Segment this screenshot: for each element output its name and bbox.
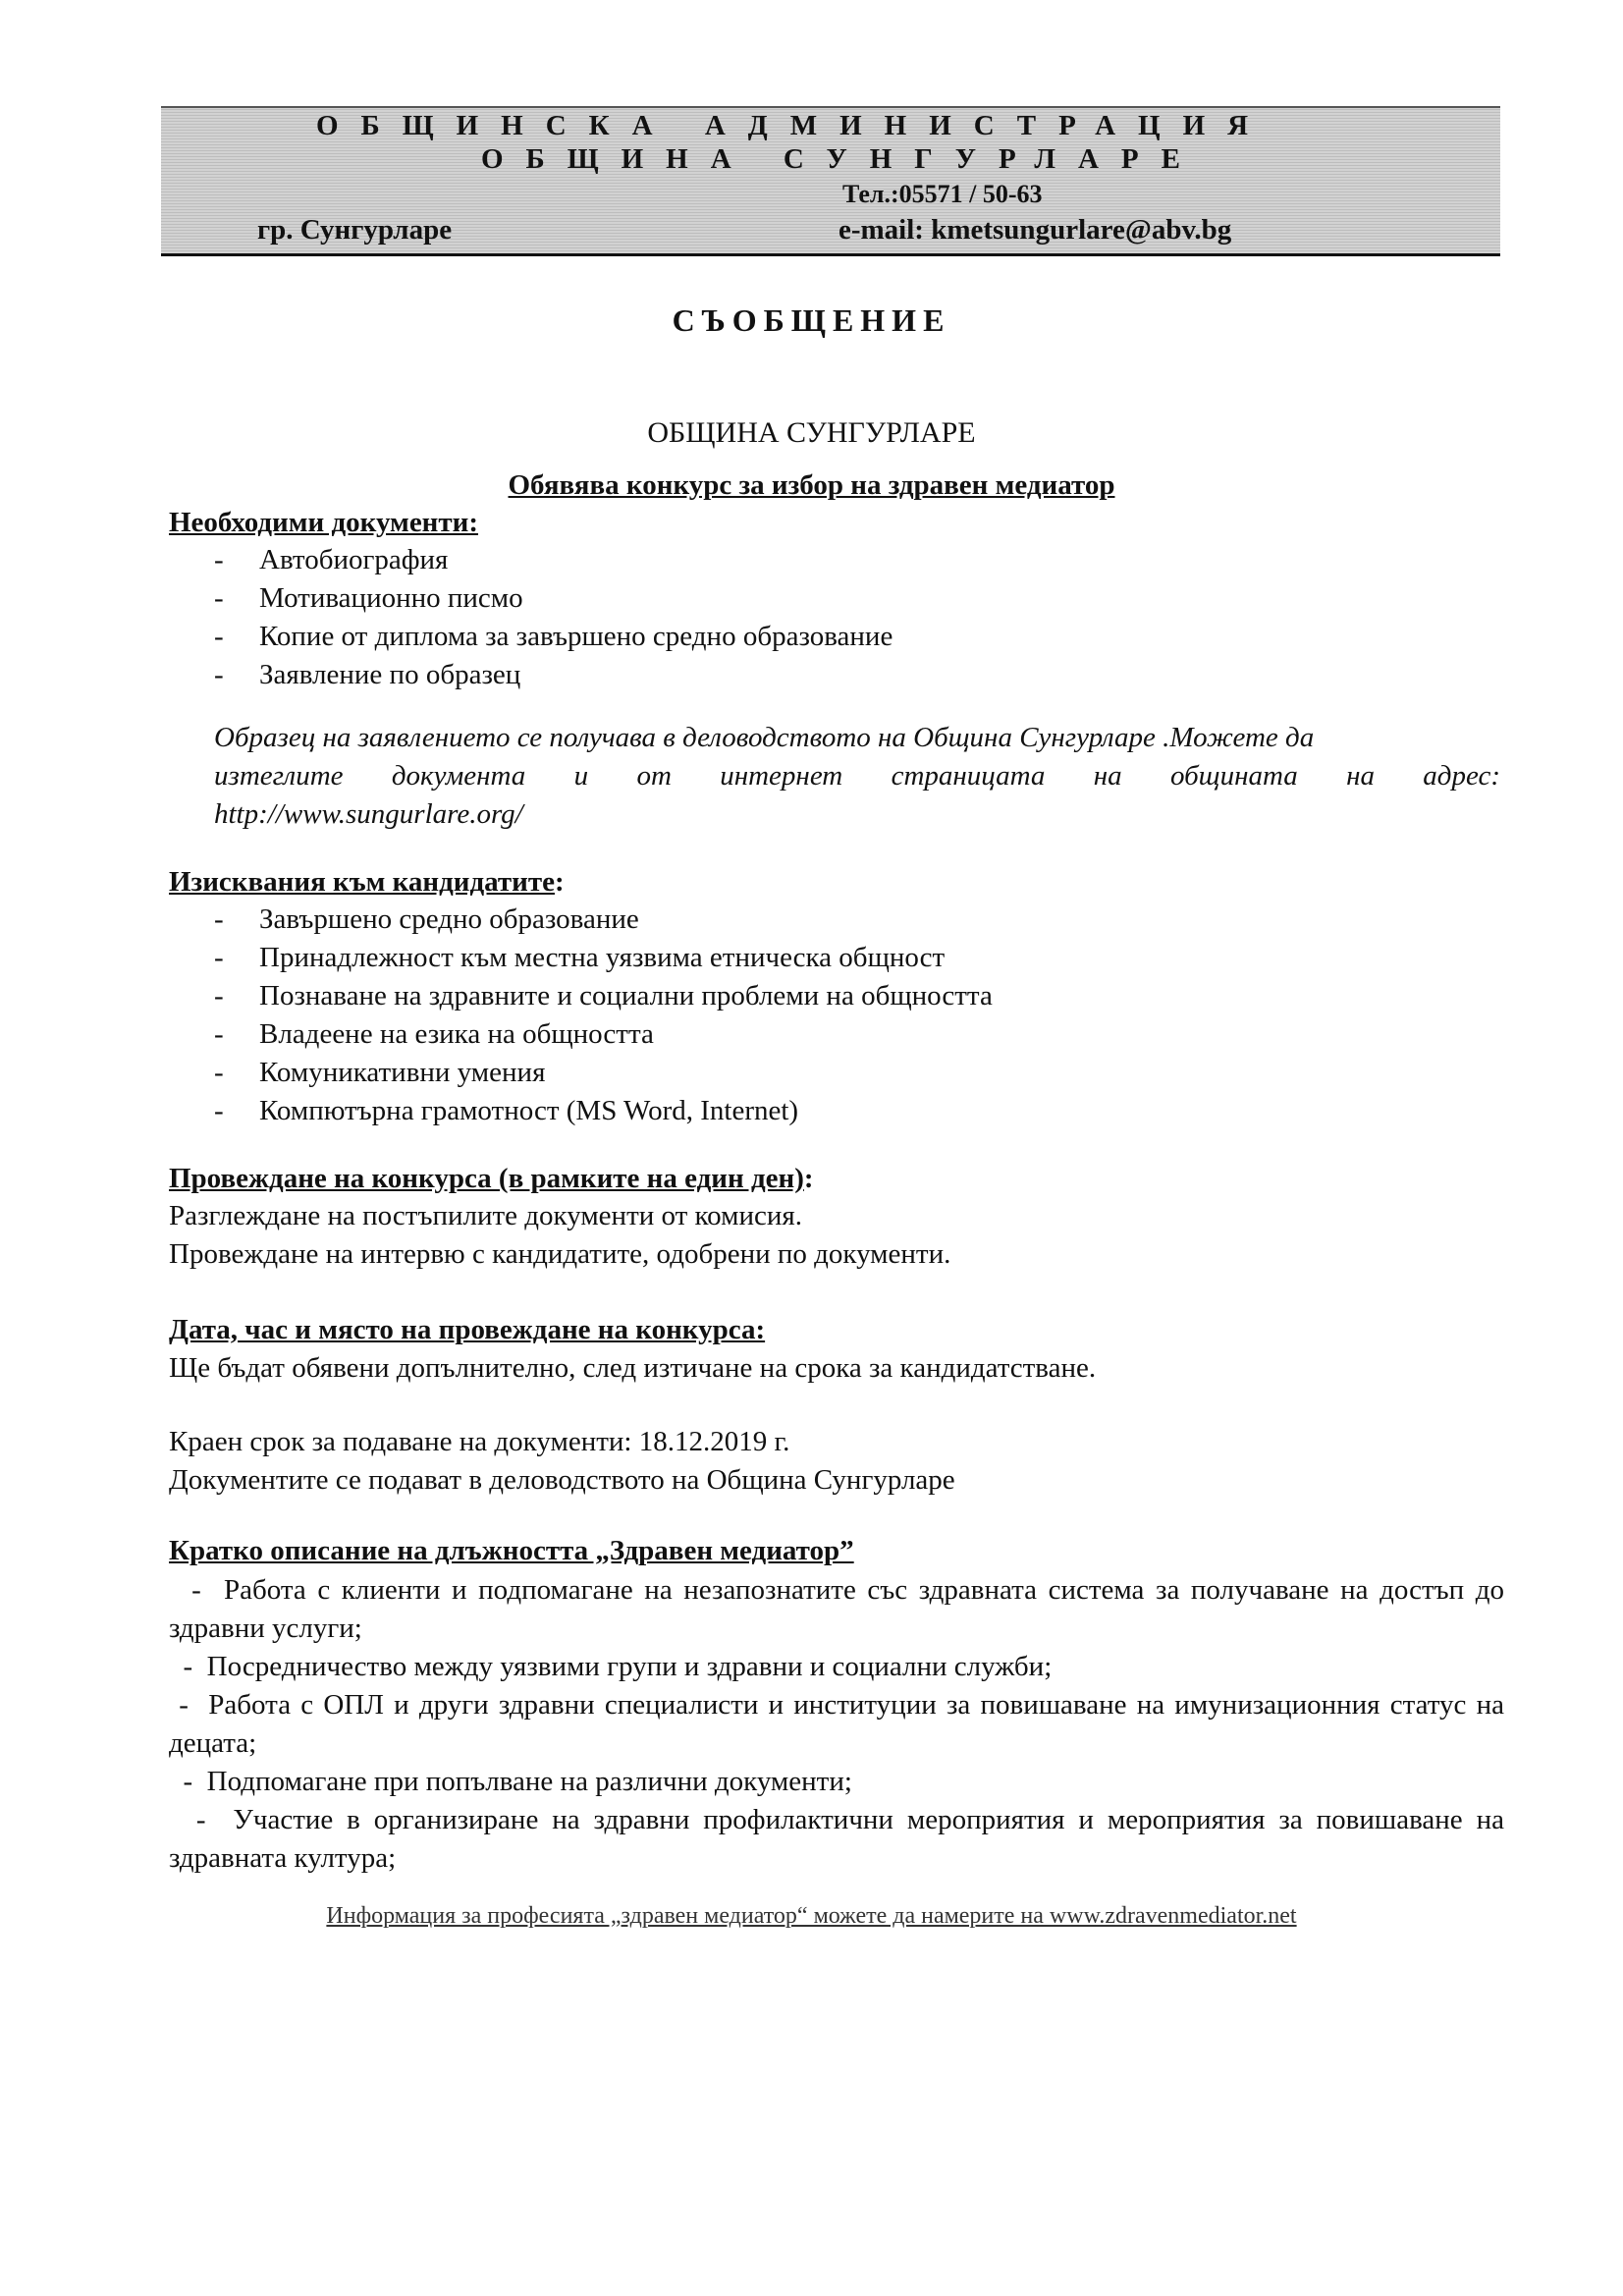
list-item: - Работа с клиенти и подпомагане на незапознатите със здравната система за получаване на достъп до здравни услуги; [169, 1574, 1504, 1644]
announcement [0, 469, 1623, 502]
website-link[interactable]: http://www.sungurlare.org/ [214, 798, 523, 830]
deadline-line1: Краен срок за подаване на документи: 18.12.2019 г. [169, 1426, 790, 1457]
letterhead-email: e-mail: kmetsungurlare@abv.bg [839, 214, 1232, 246]
list-item: - Посредничество между уязвими групи и здравни и социални служби; [169, 1651, 1053, 1682]
procedure-line2: Провеждане на интервю с кандидатите, одобрени по документи. [169, 1238, 951, 1270]
application-note-line1: Образец на заявлението се получава в деловодството на Община Сунгурларе .Можете да [214, 722, 1315, 753]
date-place-heading: Дата, час и място на провеждане на конкурса: [169, 1314, 766, 1345]
procedure-heading: Провеждане на конкурса (в рамките на един ден) [169, 1163, 804, 1194]
description-heading: Кратко описание на длъжността „Здравен медиатор” [169, 1535, 854, 1566]
letterhead-municipality: ОБЩИНА СУНГУРЛАРЕ [481, 143, 1203, 175]
requirements-heading-line: Изисквания към кандидатите: [169, 866, 565, 898]
list-item: - Подпомагане при попълване на различни документи; [169, 1766, 852, 1797]
procedure-heading-line: Провеждане на конкурса (в рамките на един ден): [169, 1163, 814, 1194]
date-place-text: Ще бъдат обявени допълнително, след изтичане на срока за кандидатстване. [169, 1352, 1097, 1384]
municipality-name: ОБЩИНА СУНГУРЛАРЕ [647, 416, 976, 449]
letterhead-phone: Тел.:05571 / 50-63 [842, 180, 1043, 208]
announcement-text: Обявява конкурс за избор на здравен медиатор [508, 469, 1115, 501]
list-item: - Участие в организиране на здравни профилактични мероприятия и мероприятия за повишаване на здравната култура; [169, 1804, 1504, 1874]
procedure-line1: Разглеждане на постъпилите документи от комисия. [169, 1200, 802, 1231]
application-note-line2: изтеглите документа и от интернет страницата на общината на адрес: [214, 760, 1500, 792]
letterhead-town: гр. Сунгурларе [257, 214, 453, 246]
deadline-line2: Документите се подават в деловодството на Община Сунгурларе [169, 1464, 955, 1496]
letterhead-administration: ОБЩИНСКА АДМИНИСТРАЦИЯ [316, 110, 1271, 141]
documents-heading: Необходими документи: [169, 507, 479, 538]
footer-info: Информация за професията „здравен медиатор“ можете да намерите на www.zdravenmediator.net [326, 1903, 1297, 1929]
notice-title: СЪОБЩЕНИЕ [672, 302, 951, 338]
description-list [169, 1571, 1504, 1878]
requirements-heading: Изисквания към кандидатите [169, 866, 555, 898]
list-item: - Работа с ОПЛ и други здравни специалисти и институции за повишаване на имунизационния статус на децата; [169, 1689, 1504, 1759]
